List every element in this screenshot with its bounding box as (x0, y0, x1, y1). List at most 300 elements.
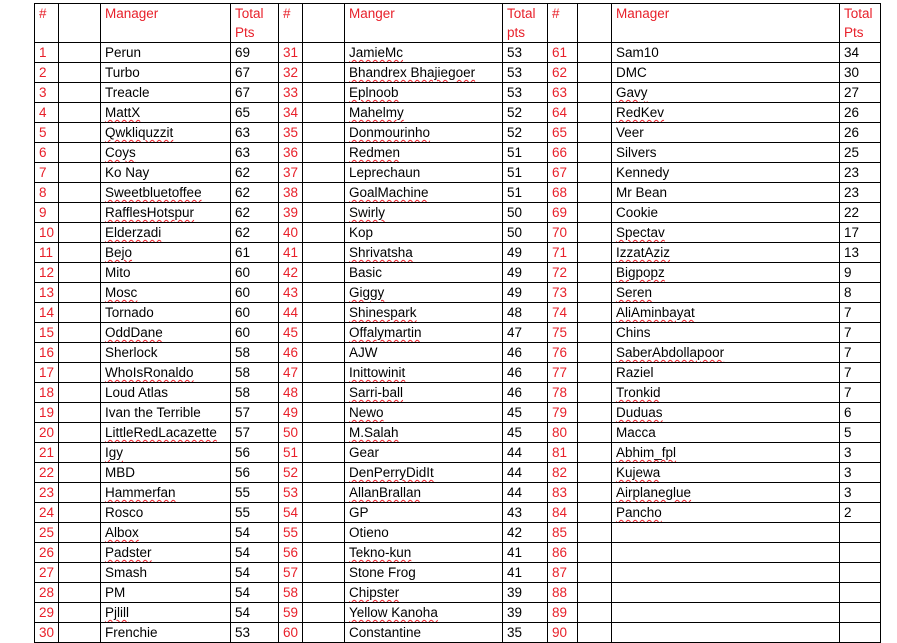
rank-cell: 73 (548, 283, 578, 303)
rank-cell: 51 (279, 443, 303, 463)
manager-cell (612, 183, 840, 203)
gap-cell (59, 363, 101, 383)
rank-cell: 56 (279, 543, 303, 563)
manager-name: Hammerfan (105, 485, 176, 500)
table-row (35, 363, 881, 383)
gap-cell (59, 523, 101, 543)
rank-cell: 48 (279, 383, 303, 403)
manager-cell (345, 283, 503, 303)
points-cell: 44 (503, 483, 548, 503)
points-cell: 55 (231, 483, 279, 503)
manager-name: Kujewa (616, 465, 661, 480)
rank-cell: 32 (279, 63, 303, 83)
manager-cell (612, 303, 840, 323)
manager-name: Seren (616, 285, 653, 300)
points-cell: 45 (503, 423, 548, 443)
manager-name: IzzatAziz (616, 245, 671, 260)
manager-cell (345, 183, 503, 203)
rank-cell: 39 (279, 203, 303, 223)
manager-name: Mr Bean (616, 185, 668, 200)
points-cell (840, 623, 881, 643)
rank-cell: 69 (548, 203, 578, 223)
points-cell: 62 (231, 223, 279, 243)
points-cell (840, 543, 881, 563)
manager-name: Loud Atlas (105, 385, 169, 400)
rank-cell: 1 (35, 43, 59, 63)
gap-cell (59, 83, 101, 103)
rank-cell: 67 (548, 163, 578, 183)
points-cell: 48 (503, 303, 548, 323)
rank-cell: 52 (279, 463, 303, 483)
manager-name: Kop (349, 225, 374, 240)
points-cell: 58 (231, 363, 279, 383)
manager-name: AliAminbayat (616, 305, 695, 320)
manager-name: Leprechaun (349, 165, 421, 180)
manager-name: Frenchie (105, 625, 158, 640)
rank-cell: 21 (35, 443, 59, 463)
rank-cell: 11 (35, 243, 59, 263)
gap-cell (303, 543, 345, 563)
manager-cell (612, 223, 840, 243)
manager-name: Abhim_fpl (616, 445, 677, 460)
manager-name: Tronkid (616, 385, 661, 400)
manager-cell (612, 383, 840, 403)
table-row (35, 303, 881, 323)
points-cell: 52 (503, 103, 548, 123)
rank-cell: 31 (279, 43, 303, 63)
rank-cell: 16 (35, 343, 59, 363)
gap-cell (59, 623, 101, 643)
table-row (35, 503, 881, 523)
manager-name: Mito (105, 265, 131, 280)
rank-cell: 64 (548, 103, 578, 123)
points-cell: 51 (503, 183, 548, 203)
rank-cell: 61 (548, 43, 578, 63)
table-row (35, 603, 881, 623)
points-cell: 60 (231, 323, 279, 343)
points-cell: 3 (840, 443, 881, 463)
manager-name: Tornado (105, 305, 154, 320)
header-manager: Manager (612, 4, 840, 43)
points-cell: 17 (840, 223, 881, 243)
manager-cell (101, 63, 231, 83)
points-cell: 47 (503, 323, 548, 343)
gap-cell (303, 523, 345, 543)
gap-cell (59, 463, 101, 483)
manager-name: M.Salah (349, 425, 399, 440)
rank-cell: 40 (279, 223, 303, 243)
table-row (35, 243, 881, 263)
manager-cell (101, 223, 231, 243)
manager-cell (101, 503, 231, 523)
rank-cell: 77 (548, 363, 578, 383)
points-cell (840, 583, 881, 603)
gap-cell (59, 343, 101, 363)
gap-cell (578, 563, 612, 583)
gap-cell (578, 63, 612, 83)
gap-cell (59, 423, 101, 443)
manager-name: Sherlock (105, 345, 158, 360)
points-cell: 50 (503, 223, 548, 243)
gap-cell (578, 523, 612, 543)
gap-cell (303, 123, 345, 143)
manager-name: Cookie (616, 205, 659, 220)
rank-cell: 38 (279, 183, 303, 203)
table-row (35, 483, 881, 503)
rank-cell: 47 (279, 363, 303, 383)
manager-name: Smash (105, 565, 148, 580)
manager-name: Coys (105, 145, 136, 160)
rank-cell: 71 (548, 243, 578, 263)
table-row (35, 103, 881, 123)
manager-cell (101, 543, 231, 563)
manager-cell (612, 123, 840, 143)
gap-cell (578, 223, 612, 243)
manager-cell (612, 323, 840, 343)
header-gap (303, 4, 345, 43)
manager-cell (612, 503, 840, 523)
points-cell: 62 (231, 203, 279, 223)
manager-name: Otieno (349, 525, 389, 540)
manager-name: RedKev (616, 105, 665, 120)
gap-cell (59, 543, 101, 563)
gap-cell (59, 503, 101, 523)
rank-cell: 76 (548, 343, 578, 363)
gap-cell (59, 303, 101, 323)
rank-cell: 33 (279, 83, 303, 103)
header-manager: Manger (345, 4, 503, 43)
gap-cell (59, 583, 101, 603)
rank-cell: 17 (35, 363, 59, 383)
manager-cell (345, 63, 503, 83)
gap-cell (303, 423, 345, 443)
points-cell: 44 (503, 443, 548, 463)
points-cell: 23 (840, 163, 881, 183)
manager-cell (345, 323, 503, 343)
rank-cell: 45 (279, 323, 303, 343)
manager-name: Sam10 (616, 45, 659, 60)
points-cell: 58 (231, 383, 279, 403)
gap-cell (578, 103, 612, 123)
manager-cell (345, 603, 503, 623)
table-row (35, 283, 881, 303)
points-cell: 62 (231, 163, 279, 183)
manager-name: GP (349, 505, 369, 520)
rank-cell: 86 (548, 543, 578, 563)
points-cell: 61 (231, 243, 279, 263)
manager-cell (612, 203, 840, 223)
rank-cell: 24 (35, 503, 59, 523)
manager-cell (101, 423, 231, 443)
gap-cell (59, 43, 101, 63)
manager-cell (612, 143, 840, 163)
manager-cell (612, 563, 840, 583)
manager-name: Perun (105, 45, 142, 60)
table-row (35, 143, 881, 163)
manager-name: Padster (105, 545, 152, 560)
manager-name: Giggy (349, 285, 385, 300)
manager-name: Newo (349, 405, 384, 420)
points-cell: 3 (840, 463, 881, 483)
gap-cell (578, 203, 612, 223)
points-cell: 63 (231, 143, 279, 163)
manager-name: Airplaneglue (616, 485, 692, 500)
rank-cell: 74 (548, 303, 578, 323)
points-cell: 45 (503, 403, 548, 423)
manager-cell (345, 363, 503, 383)
points-cell: 58 (231, 343, 279, 363)
table-row (35, 263, 881, 283)
gap-cell (303, 343, 345, 363)
manager-cell (345, 463, 503, 483)
rank-cell: 66 (548, 143, 578, 163)
gap-cell (578, 363, 612, 383)
gap-cell (578, 503, 612, 523)
points-cell: 54 (231, 583, 279, 603)
points-cell: 57 (231, 423, 279, 443)
points-cell: 54 (231, 563, 279, 583)
points-cell (840, 563, 881, 583)
points-cell: 54 (231, 603, 279, 623)
manager-cell (345, 623, 503, 643)
rank-cell: 41 (279, 243, 303, 263)
gap-cell (303, 43, 345, 63)
manager-name: Turbo (105, 65, 140, 80)
manager-cell (345, 43, 503, 63)
gap-cell (303, 163, 345, 183)
manager-name: DenPerryDidIt (349, 465, 434, 480)
manager-name: Swirly (349, 205, 385, 220)
manager-cell (101, 123, 231, 143)
manager-name: AJW (349, 345, 378, 360)
table-row (35, 43, 881, 63)
points-cell: 39 (503, 603, 548, 623)
gap-cell (578, 343, 612, 363)
manager-cell (101, 563, 231, 583)
rank-cell: 50 (279, 423, 303, 443)
points-cell: 67 (231, 63, 279, 83)
manager-cell (612, 283, 840, 303)
gap-cell (578, 43, 612, 63)
points-cell: 67 (231, 83, 279, 103)
gap-cell (303, 563, 345, 583)
manager-name: Mosc (105, 285, 138, 300)
points-cell: 46 (503, 363, 548, 383)
manager-cell (101, 483, 231, 503)
header-rank: # (35, 4, 59, 43)
header-gap (59, 4, 101, 43)
points-cell: 22 (840, 203, 881, 223)
manager-cell (101, 603, 231, 623)
rank-cell: 14 (35, 303, 59, 323)
rank-cell: 37 (279, 163, 303, 183)
points-cell: 56 (231, 463, 279, 483)
rank-cell: 6 (35, 143, 59, 163)
rank-cell: 59 (279, 603, 303, 623)
manager-cell (612, 63, 840, 83)
manager-name: RafflesHotspur (105, 205, 195, 220)
points-cell: 35 (503, 623, 548, 643)
rank-cell: 83 (548, 483, 578, 503)
points-cell: 39 (503, 583, 548, 603)
table-row (35, 83, 881, 103)
table-row (35, 123, 881, 143)
gap-cell (578, 583, 612, 603)
rank-cell: 70 (548, 223, 578, 243)
points-cell: 27 (840, 83, 881, 103)
rank-cell: 89 (548, 603, 578, 623)
rank-cell: 26 (35, 543, 59, 563)
points-cell: 57 (231, 403, 279, 423)
manager-name: OddDane (105, 325, 163, 340)
rank-cell: 34 (279, 103, 303, 123)
points-cell: 62 (231, 183, 279, 203)
gap-cell (578, 623, 612, 643)
manager-name: Bigpopz (616, 265, 665, 280)
manager-cell (101, 243, 231, 263)
gap-cell (303, 443, 345, 463)
header-gap (578, 4, 612, 43)
manager-cell (612, 523, 840, 543)
rank-cell: 80 (548, 423, 578, 443)
gap-cell (578, 303, 612, 323)
points-cell: 26 (840, 103, 881, 123)
gap-cell (578, 143, 612, 163)
rank-cell: 27 (35, 563, 59, 583)
gap-cell (59, 443, 101, 463)
rank-cell: 36 (279, 143, 303, 163)
table-row (35, 163, 881, 183)
rank-cell: 18 (35, 383, 59, 403)
points-cell: 2 (840, 503, 881, 523)
points-cell: 30 (840, 63, 881, 83)
manager-cell (612, 83, 840, 103)
gap-cell (59, 403, 101, 423)
gap-cell (303, 363, 345, 383)
points-cell: 13 (840, 243, 881, 263)
manager-name: Shinespark (349, 305, 417, 320)
manager-name: Veer (616, 125, 644, 140)
points-cell: 8 (840, 283, 881, 303)
manager-cell (101, 263, 231, 283)
rank-cell: 68 (548, 183, 578, 203)
points-cell: 53 (503, 63, 548, 83)
rank-cell: 29 (35, 603, 59, 623)
manager-cell (345, 303, 503, 323)
manager-cell (345, 203, 503, 223)
gap-cell (59, 283, 101, 303)
rank-cell: 5 (35, 123, 59, 143)
table-row (35, 403, 881, 423)
rank-cell: 44 (279, 303, 303, 323)
manager-name: Raziel (616, 365, 654, 380)
manager-name: Tekno-kun (349, 545, 412, 560)
manager-name: Donmourinho (349, 125, 431, 140)
manager-cell (612, 403, 840, 423)
points-cell: 5 (840, 423, 881, 443)
table-row (35, 343, 881, 363)
manager-cell (345, 343, 503, 363)
gap-cell (303, 303, 345, 323)
rank-cell: 9 (35, 203, 59, 223)
manager-cell (612, 423, 840, 443)
points-cell: 7 (840, 363, 881, 383)
gap-cell (578, 403, 612, 423)
gap-cell (303, 403, 345, 423)
table-row (35, 623, 881, 643)
gap-cell (59, 123, 101, 143)
manager-cell (345, 163, 503, 183)
gap-cell (578, 423, 612, 443)
manager-cell (345, 443, 503, 463)
points-cell: 54 (231, 523, 279, 543)
manager-cell (101, 463, 231, 483)
manager-cell (612, 583, 840, 603)
rank-cell: 46 (279, 343, 303, 363)
manager-name: Offalymartin (349, 325, 422, 340)
rank-cell: 90 (548, 623, 578, 643)
manager-cell (345, 543, 503, 563)
points-cell: 50 (503, 203, 548, 223)
gap-cell (303, 223, 345, 243)
gap-cell (59, 183, 101, 203)
points-cell: 7 (840, 383, 881, 403)
header-row (35, 4, 881, 43)
manager-cell (101, 163, 231, 183)
table-row (35, 443, 881, 463)
gap-cell (59, 63, 101, 83)
manager-name: Stone Frog (349, 565, 416, 580)
rank-cell: 30 (35, 623, 59, 643)
gap-cell (578, 243, 612, 263)
points-cell: 49 (503, 263, 548, 283)
manager-cell (101, 143, 231, 163)
gap-cell (303, 263, 345, 283)
points-cell: 26 (840, 123, 881, 143)
manager-name: Gavy (616, 85, 648, 100)
gap-cell (59, 143, 101, 163)
rank-cell: 10 (35, 223, 59, 243)
table-row (35, 383, 881, 403)
points-cell: 49 (503, 283, 548, 303)
manager-cell (612, 543, 840, 563)
points-cell: 60 (231, 263, 279, 283)
gap-cell (303, 203, 345, 223)
manager-name: Elderzadi (105, 225, 162, 240)
manager-name: Silvers (616, 145, 657, 160)
table-row (35, 423, 881, 443)
rank-cell: 72 (548, 263, 578, 283)
gap-cell (59, 263, 101, 283)
manager-name: Shrivatsha (349, 245, 413, 260)
gap-cell (303, 103, 345, 123)
header-manager: Manager (101, 4, 231, 43)
manager-cell (101, 343, 231, 363)
points-cell: 7 (840, 323, 881, 343)
rank-cell: 42 (279, 263, 303, 283)
gap-cell (59, 603, 101, 623)
manager-name: Treacle (105, 85, 150, 100)
manager-name: Ko Nay (105, 165, 150, 180)
header-total-pts: Total pts (503, 4, 548, 43)
gap-cell (59, 243, 101, 263)
manager-cell (101, 383, 231, 403)
standings-body (35, 4, 881, 643)
manager-cell (612, 243, 840, 263)
manager-name: SaberAbdollapoor (616, 345, 725, 360)
manager-name: Inittowinit (349, 365, 406, 380)
gap-cell (303, 603, 345, 623)
